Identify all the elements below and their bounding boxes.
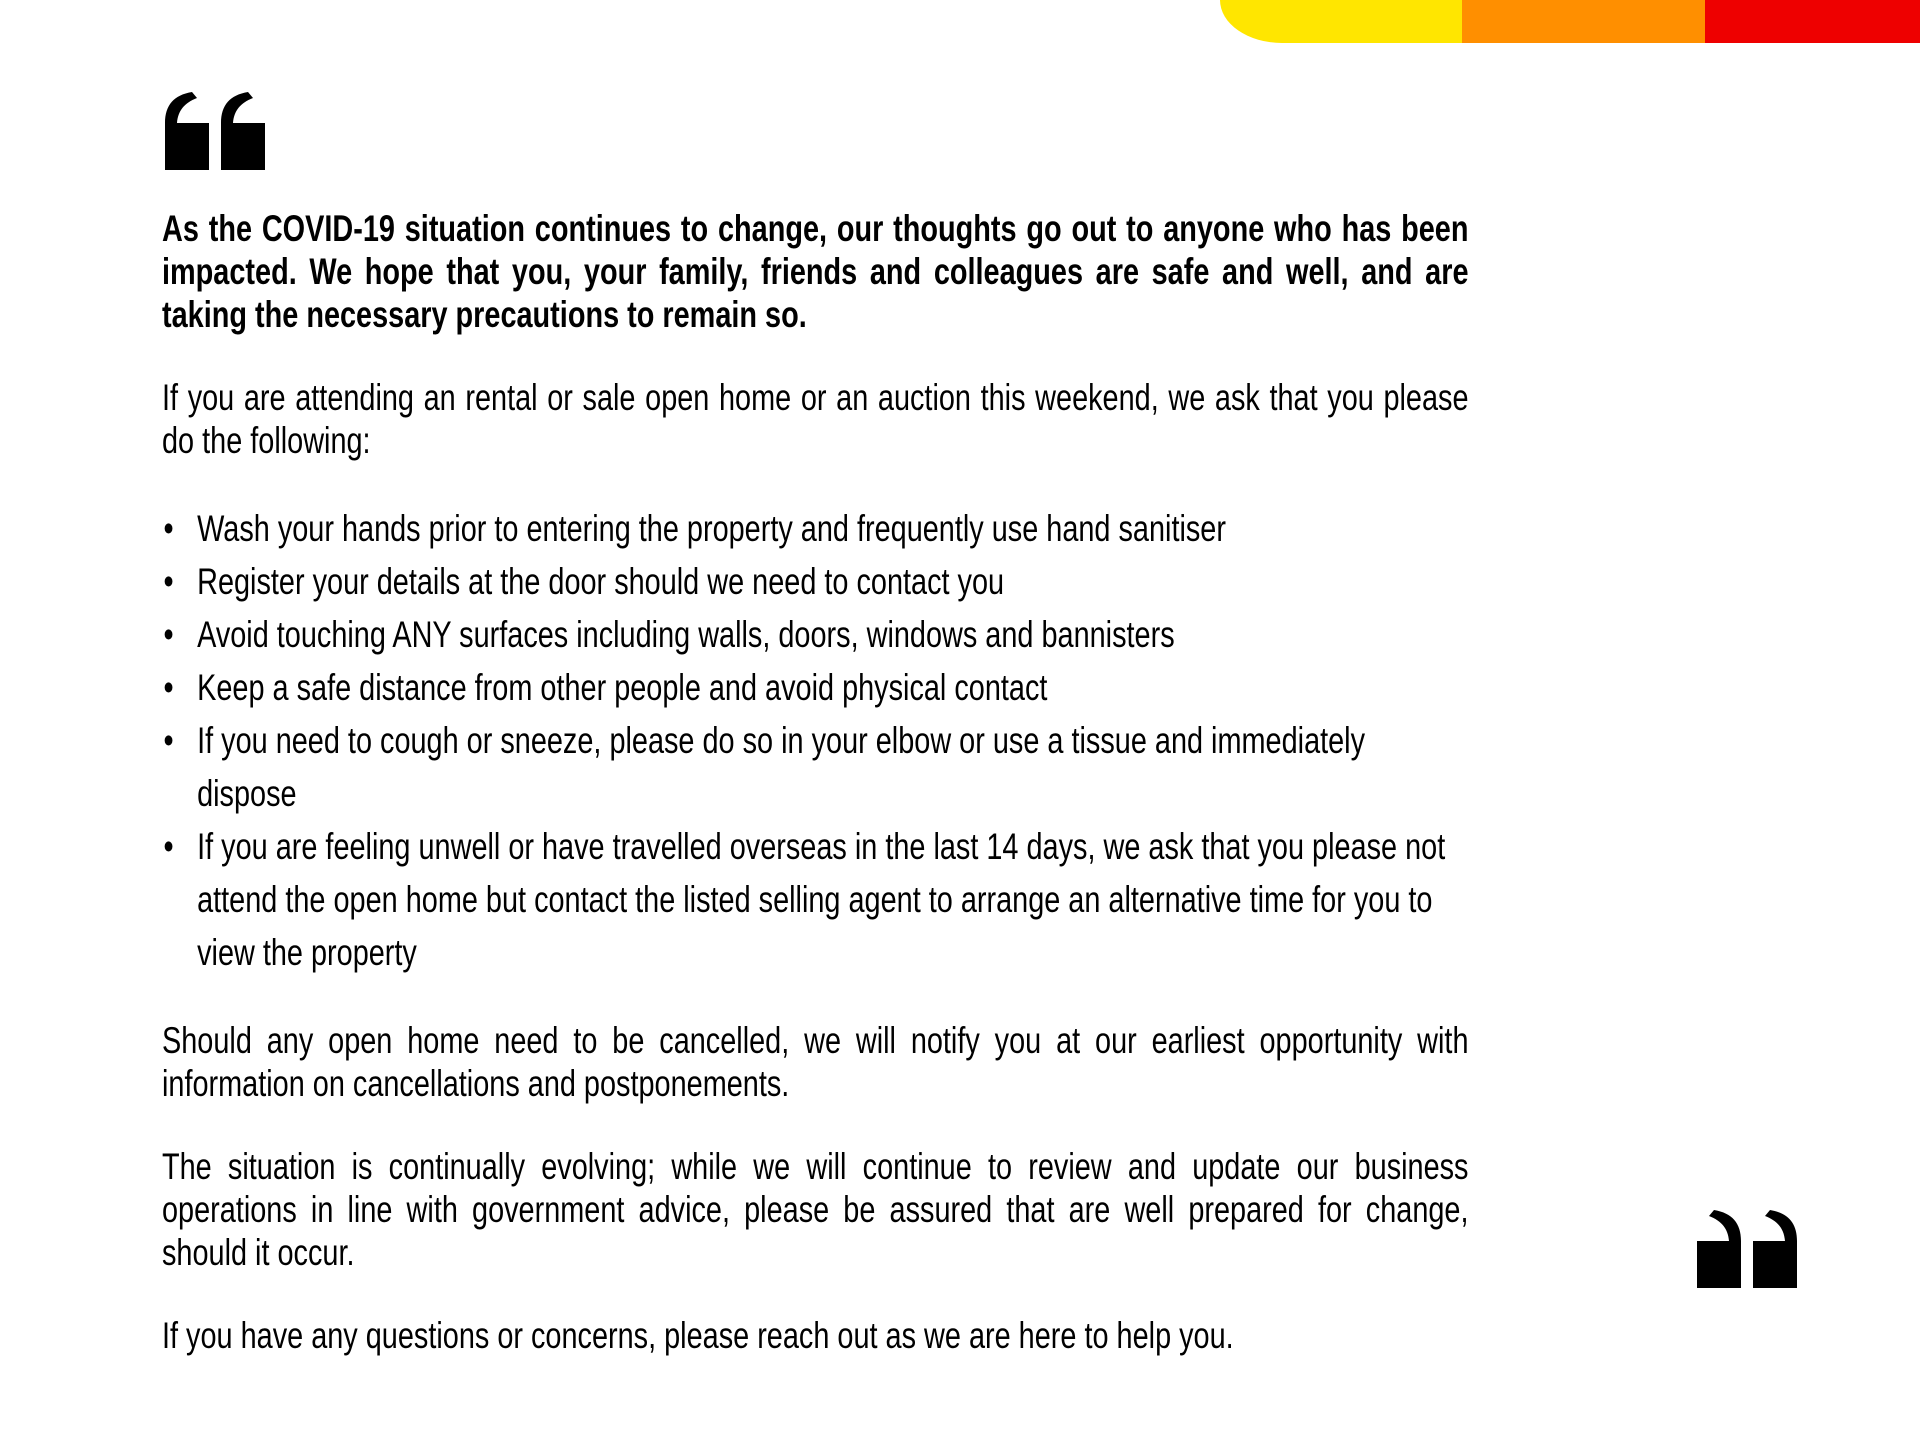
situation-paragraph: The situation is continually evolving; while we will continue to review and update our business operations in line with government advice, please be assured that are well prepared for change, should it occur. (162, 1146, 1469, 1273)
bullet-text: Wash your hands prior to entering the property and frequently use hand sanitiser (197, 508, 1226, 549)
bullet-text: Avoid touching ANY surfaces including walls, doors, windows and bannisters (197, 614, 1175, 655)
bar-segment-orange (1462, 0, 1705, 43)
open-quote-icon (165, 92, 268, 170)
quote-tick-icon (221, 92, 268, 170)
bullet-text: If you are feeling unwell or have travelled overseas in the last 14 days, we ask that you please not attend the open home but contact the listed selling agent to arrange an alternative time for you to view the property (197, 826, 1446, 973)
list-item (162, 502, 1469, 555)
list-item (162, 661, 1469, 714)
bullet-icon: • (163, 614, 174, 655)
attending-paragraph: If you are attending an rental or sale open home or an auction this weekend, we ask that you please do the following: (162, 377, 1469, 461)
quote-tick-icon (165, 92, 212, 170)
bullet-icon: • (163, 561, 174, 602)
bullet-icon: • (163, 667, 174, 708)
closing-paragraph: If you have any questions or concerns, please reach out as we are here to help you. (162, 1315, 1234, 1356)
bullet-icon: • (163, 826, 174, 867)
precautions-list (162, 502, 1469, 979)
text-block (162, 207, 1469, 1357)
bar-segment-red (1705, 0, 1920, 43)
bullet-icon: • (163, 720, 174, 761)
bullet-text: Keep a safe distance from other people and avoid physical contact (197, 667, 1048, 708)
bullet-text: If you need to cough or sneeze, please do so in your elbow or use a tissue and immediately dispose (197, 720, 1366, 814)
cancellations-paragraph: Should any open home need to be cancelled, we will notify you at our earliest opportunity with information on cancellations and postponements. (162, 1020, 1469, 1104)
list-item (162, 608, 1469, 661)
brand-color-bar (1220, 0, 1920, 43)
close-quote-icon (1694, 1210, 1797, 1288)
bullet-icon: • (163, 508, 174, 549)
content-column (162, 207, 1468, 1397)
list-item (162, 714, 1469, 820)
quote-tick-icon (1694, 1210, 1741, 1288)
intro-paragraph: As the COVID-19 situation continues to change, our thoughts go out to anyone who has been impacted. We hope that you, your family, friends and colleagues are safe and well, and are taking the necessary precautions to remain so. (162, 208, 1469, 335)
list-item (162, 555, 1469, 608)
bullet-text: Register your details at the door should we need to contact you (197, 561, 1005, 602)
quote-tick-icon (1750, 1210, 1797, 1288)
bar-segment-yellow (1220, 0, 1462, 43)
list-item (162, 820, 1469, 979)
